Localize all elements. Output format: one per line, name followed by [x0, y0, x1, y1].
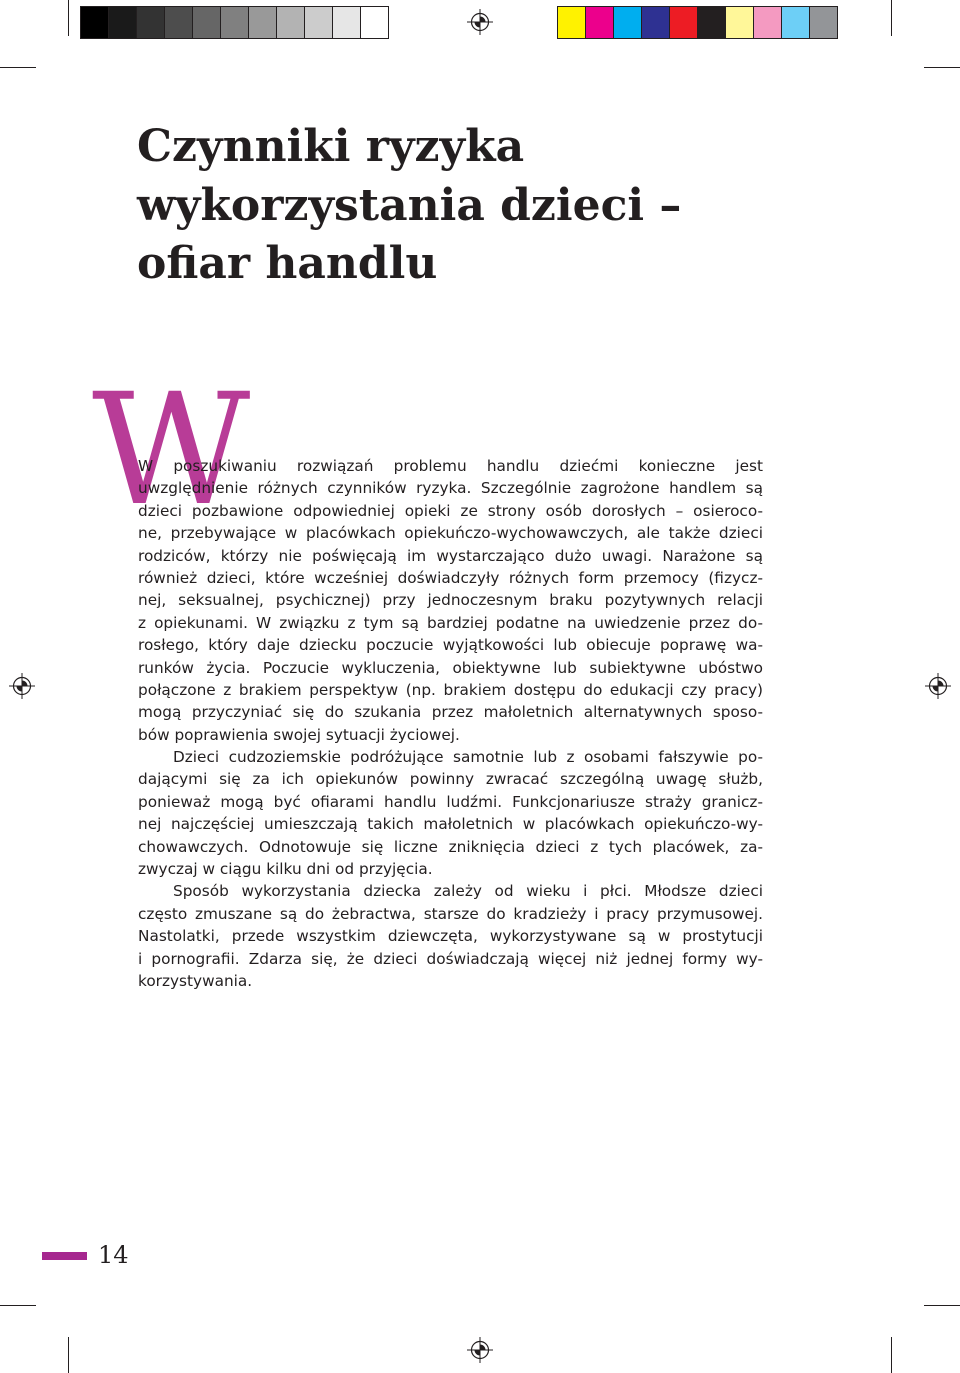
paragraph-line: ne, przebywające w placówkach opiekuńczo-wychowawczych, ale także dzieci — [138, 524, 763, 543]
gray-swatch — [249, 7, 277, 38]
paragraph-line: rodziców, którzy nie poświęcają im wystarczająco dużo uwagi. Narażone są — [138, 546, 763, 565]
paragraph-line: Dzieci cudzoziemskie podróżujące samotnie lub z osobami fałszywie po- — [173, 748, 763, 767]
grayscale-color-bar — [80, 6, 389, 39]
chapter-title — [137, 118, 681, 294]
paragraph-line: rosłego, który daje dziecku poczucie wyjątkowości lub obiecuje poprawę wa- — [138, 636, 763, 655]
paragraph-line: mogą przyczyniać się do szukania przez małoletnich alternatywnych sposo- — [138, 703, 763, 722]
crop-mark-top-right-h — [924, 67, 960, 68]
process-color-swatch — [782, 7, 810, 38]
paragraph-line: uwzględnienie różnych czynników ryzyka. Szczególnie zagrożone handlem są — [138, 479, 763, 498]
body-text — [138, 455, 763, 992]
paragraph-line: dającymi się za ich opiekunów powinny zwracać szczególną uwagę służb, — [138, 770, 763, 789]
gray-swatch — [137, 7, 165, 38]
chapter-title-line: Czynniki ryzyka — [137, 121, 525, 172]
crop-mark-top-left-h — [0, 67, 36, 68]
process-color-bar — [557, 6, 838, 39]
paragraph-line: runków życia. Poczucie wykluczenia, obiektywne lub subiektywne ubóstwo — [138, 658, 763, 677]
paragraph-line: W poszukiwaniu rozwiązań problemu handlu dziećmi konieczne jest — [138, 457, 763, 475]
process-color-swatch — [726, 7, 754, 38]
process-color-swatch — [642, 7, 670, 38]
crop-mark-top-right-v — [891, 0, 892, 36]
crop-mark-bottom-left-h — [0, 1305, 36, 1306]
crop-mark-bottom-right-v — [891, 1337, 892, 1373]
paragraph-line: również dzieci, które wcześniej doświadczyły różnych form przemocy (fizycz- — [138, 568, 763, 587]
paragraph-line: Nastolatki, przede wszystkim dziewczęta, wykorzystywane są w prostytucji — [138, 927, 763, 946]
paragraph-line: nej, seksualnej, psychicznej) przy jednoczesnym braku pozytywnych relacji — [138, 591, 763, 610]
page-number: 14 — [98, 1241, 129, 1269]
gray-swatch — [165, 7, 193, 38]
crop-mark-top-left-v — [68, 0, 69, 36]
paragraph-line: zwyczaj w ciągu kilku dni od przyjęcia. — [138, 860, 433, 879]
process-color-swatch — [698, 7, 726, 38]
registration-mark-right-icon — [925, 673, 951, 699]
paragraph-line: chowawczych. Odnotowuje się liczne zniknięcia dzieci z tych placówek, za- — [138, 837, 763, 856]
process-color-swatch — [614, 7, 642, 38]
paragraph-line: połączone z brakiem perspektyw (np. brakiem dostępu do edukacji czy pracy) — [138, 680, 763, 699]
paragraph — [138, 746, 763, 880]
paragraph-line: bów poprawienia swojej sytuacji życiowej. — [138, 725, 460, 744]
gray-swatch — [193, 7, 221, 38]
gray-swatch — [109, 7, 137, 38]
registration-mark-top-icon — [467, 9, 493, 35]
process-color-swatch — [670, 7, 698, 38]
paragraph-line: dzieci pozbawione odpowiedniej opieki ze strony osób dorosłych – osieroco- — [138, 501, 763, 520]
paragraph-line: często zmuszane są do żebractwa, starsze do kradzieży i pracy przymusowej. — [138, 904, 763, 923]
process-color-swatch — [558, 7, 586, 38]
registration-mark-bottom-icon — [467, 1337, 493, 1363]
gray-swatch — [305, 7, 333, 38]
registration-mark-left-icon — [9, 673, 35, 699]
crop-mark-bottom-left-v — [68, 1337, 69, 1373]
crop-mark-bottom-right-h — [924, 1305, 960, 1306]
chapter-title-line: ofiar handlu — [137, 238, 438, 289]
paragraph-line: Sposób wykorzystania dziecka zależy od wieku i płci. Młodsze dzieci — [173, 882, 763, 901]
gray-swatch — [81, 7, 109, 38]
drop-cap: W — [92, 361, 251, 540]
paragraph — [138, 880, 763, 992]
paragraph-line: ponieważ mogą być ofiarami handlu ludźmi. Funkcjonariusze straży granicz- — [138, 792, 763, 811]
process-color-swatch — [586, 7, 614, 38]
gray-swatch — [221, 7, 249, 38]
paragraph-line: i pornografii. Zdarza się, że dzieci doświadczają więcej niż jednej formy wy- — [138, 949, 763, 968]
process-color-swatch — [754, 7, 782, 38]
paragraph-line: nej najczęściej umieszczają takich małoletnich w placówkach opiekuńczo-wy- — [138, 815, 763, 834]
gray-swatch — [333, 7, 361, 38]
process-color-swatch — [810, 7, 837, 38]
paragraph-line: korzystywania. — [138, 971, 253, 990]
paragraph — [138, 455, 763, 746]
paragraph-line: z opiekunami. W związku z tym są bardziej podatne na uwiedzenie przez do- — [138, 613, 763, 632]
gray-swatch — [277, 7, 305, 38]
chapter-title-line: wykorzystania dzieci – — [137, 179, 682, 231]
page-number-accent-bar — [42, 1252, 87, 1260]
gray-swatch — [361, 7, 388, 38]
